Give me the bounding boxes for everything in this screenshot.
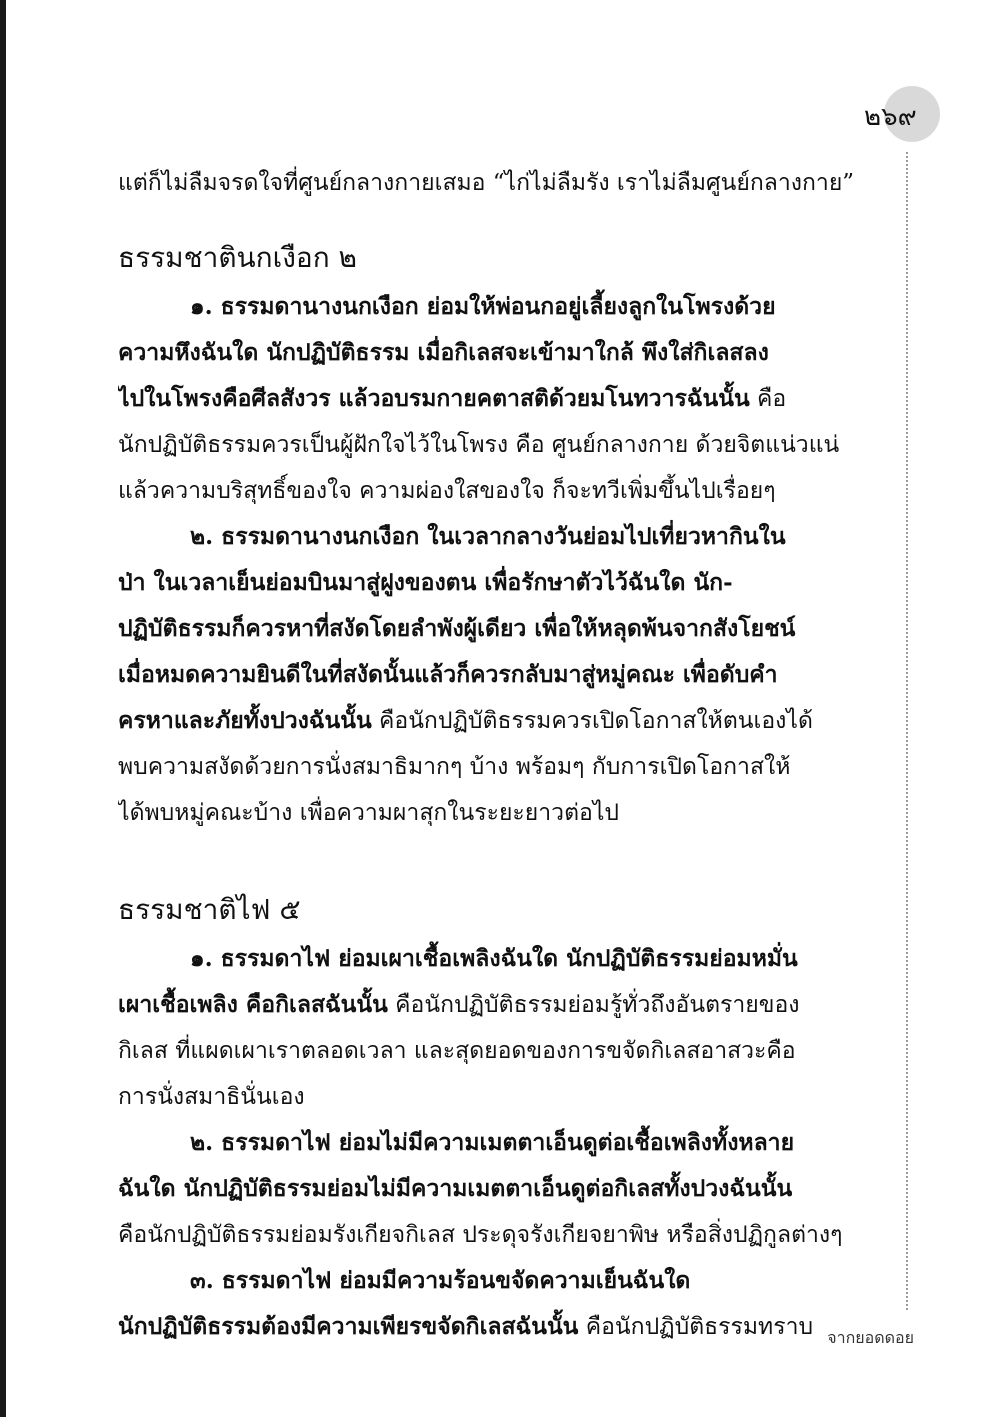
page-number-badge bbox=[864, 86, 944, 146]
paragraph-line: แล้วความบริสุทธิ์ของใจ ความผ่องใสของใจ ก็จะทวีเพิ่มขึ้นไปเรื่อยๆ bbox=[118, 478, 776, 504]
paragraph-line: กิเลส ที่แผดเผาเราตลอดเวลา และสุดยอดของการขจัดกิเลสอาสวะคือ bbox=[118, 1038, 796, 1064]
intro-line: แต่ก็ไม่ลืมจรดใจที่ศูนย์กลางกายเสมอ “ไก่ไม่ลืมรัง เราไม่ลืมศูนย์กลางกาย” bbox=[118, 170, 855, 196]
page-number: ๒๖๙ bbox=[864, 102, 917, 132]
margin-dotted-rule bbox=[906, 152, 908, 1310]
paragraph-line: ป่า ในเวลาเย็นย่อมบินมาสู่ฝูงของตน เพื่อรักษาตัวไว้ฉันใด นัก- bbox=[118, 569, 733, 596]
page-body bbox=[118, 160, 868, 1350]
section-heading-hornbill: ธรรมชาตินกเงือก ๒ bbox=[118, 241, 357, 274]
paragraph-line: ๓. ธรรมดาไฟ ย่อมมีความร้อนขจัดความเย็นฉันใด bbox=[190, 1267, 691, 1294]
paragraph-line: ๑. ธรรมดาไฟ ย่อมเผาเชื้อเพลิงฉันใด นักปฏิบัติธรรมย่อมหมั่น bbox=[190, 945, 798, 972]
paragraph-line: ไปในโพรงคือศีลสังวร แล้วอบรมกายคตาสติด้วยมโนทวารฉันนั้น คือ bbox=[118, 385, 787, 412]
paragraph-line: ๒. ธรรมดานางนกเงือก ในเวลากลางวันย่อมไปเที่ยวหากินใน bbox=[190, 523, 786, 550]
running-footer: จากยอดดอย bbox=[827, 1328, 914, 1347]
hornbill-item-2 bbox=[118, 514, 868, 836]
paragraph-line: พบความสงัดด้วยการนั่งสมาธิมากๆ บ้าง พร้อมๆ กับการเปิดโอกาสให้ bbox=[118, 754, 791, 780]
paragraph-line: ความหึงฉันใด นักปฏิบัติธรรม เมื่อกิเลสจะเข้ามาใกล้ พึงใส่กิเลสลง bbox=[118, 339, 769, 366]
hornbill-item-1 bbox=[118, 284, 868, 514]
section-heading-fire: ธรรมชาติไฟ ๕ bbox=[118, 893, 301, 926]
page-left-border bbox=[0, 0, 6, 1417]
fire-item-2 bbox=[118, 1120, 868, 1258]
paragraph-line: ฉันใด นักปฏิบัติธรรมย่อมไม่มีความเมตตาเอ็นดูต่อกิเลสทั้งปวงฉันนั้น bbox=[118, 1175, 793, 1202]
paragraph-line: ๑. ธรรมดานางนกเงือก ย่อมให้พ่อนกอยู่เลี้ยงลูกในโพรงด้วย bbox=[190, 293, 776, 320]
paragraph-line: ครหาและภัยทั้งปวงฉันนั้น คือนักปฏิบัติธรรมควรเปิดโอกาสให้ตนเองได้ bbox=[118, 707, 813, 734]
paragraph-line: ๒. ธรรมดาไฟ ย่อมไม่มีความเมตตาเอ็นดูต่อเชื้อเพลิงทั้งหลาย bbox=[190, 1129, 795, 1156]
paragraph-line: นักปฏิบัติธรรมควรเป็นผู้ฝักใจไว้ในโพรง คือ ศูนย์กลางกาย ด้วยจิตแน่วแน่ bbox=[118, 432, 840, 458]
paragraph-line: ปฏิบัติธรรมก็ควรหาที่สงัดโดยลำพังผู้เดียว เพื่อให้หลุดพ้นจากสังโยชน์ bbox=[118, 615, 796, 642]
fire-item-3 bbox=[118, 1258, 868, 1350]
paragraph-line: คือนักปฏิบัติธรรมย่อมรังเกียจกิเลส ประดุจรังเกียจยาพิษ หรือสิ่งปฏิกูลต่างๆ bbox=[118, 1222, 843, 1248]
paragraph-line: เผาเชื้อเพลิง คือกิเลสฉันนั้น คือนักปฏิบัติธรรมย่อมรู้ทั่วถึงอันตรายของ bbox=[118, 991, 800, 1018]
paragraph-line: นักปฏิบัติธรรมต้องมีความเพียรขจัดกิเลสฉันนั้น คือนักปฏิบัติธรรมทราบ bbox=[118, 1313, 814, 1340]
paragraph-line: ได้พบหมู่คณะบ้าง เพื่อความผาสุกในระยะยาวต่อไป bbox=[118, 800, 620, 826]
fire-item-1 bbox=[118, 936, 868, 1120]
paragraph-line: การนั่งสมาธินั่นเอง bbox=[118, 1084, 305, 1110]
paragraph-line: เมื่อหมดความยินดีในที่สงัดนั้นแล้วก็ควรกลับมาสู่หมู่คณะ เพื่อดับคำ bbox=[118, 661, 778, 688]
